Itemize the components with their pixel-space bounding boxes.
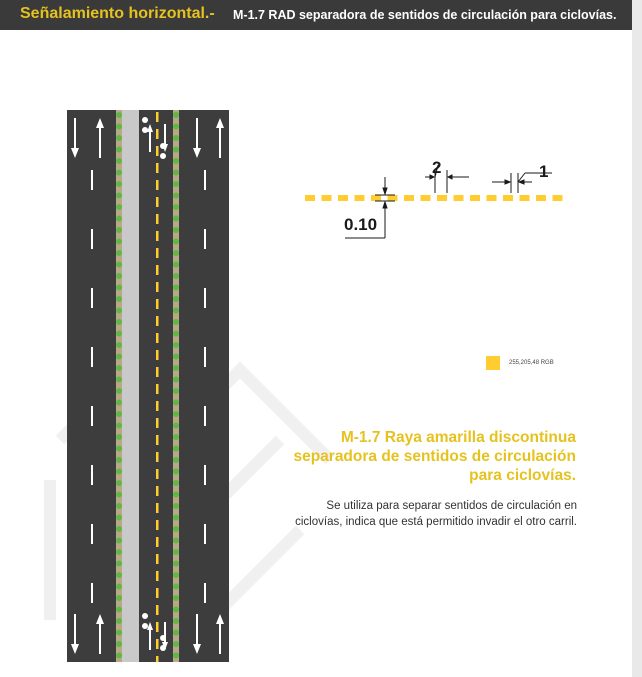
buffer-dot (173, 193, 179, 199)
center-dash (156, 452, 159, 462)
buffer-dot (116, 354, 122, 360)
buffer-dot (116, 561, 122, 567)
buffer-dot (116, 595, 122, 601)
buffer-dot (173, 365, 179, 371)
buffer-dot (116, 457, 122, 463)
dimension-dash (388, 195, 398, 201)
buffer-dot (116, 273, 122, 279)
lane-dash (91, 288, 93, 308)
dimension-dash (503, 195, 513, 201)
center-dash (156, 316, 159, 326)
dimension-dash (454, 195, 464, 201)
buffer-dot (173, 526, 179, 532)
center-dash (156, 656, 159, 662)
buffer-dot (173, 377, 179, 383)
center-dash (156, 248, 159, 258)
buffer-dot (116, 181, 122, 187)
center-dash (156, 537, 159, 547)
buffer-dot (116, 607, 122, 613)
buffer-dot (173, 273, 179, 279)
buffer-dot (116, 469, 122, 475)
buffer-dot (116, 526, 122, 532)
buffer-dot (173, 147, 179, 153)
buffer-dot (116, 515, 122, 521)
buffer-dot (173, 158, 179, 164)
center-dash (156, 333, 159, 343)
buffer-dot (116, 641, 122, 647)
buffer-dot (173, 469, 179, 475)
buffer-dot (116, 285, 122, 291)
buffer-dot (173, 457, 179, 463)
segment-length-label: 2 (432, 158, 442, 177)
buffer-dot (173, 503, 179, 509)
lane-dash (91, 583, 93, 603)
buffer-dot (116, 446, 122, 452)
buffer-dot (116, 653, 122, 659)
buffer-dot (116, 480, 122, 486)
buffer-dot (116, 135, 122, 141)
buffer-dot (116, 319, 122, 325)
center-dash (156, 605, 159, 615)
center-dash (156, 486, 159, 496)
center-dash (156, 367, 159, 377)
dimension-diagram (300, 155, 570, 245)
page-edge-bar (632, 0, 642, 677)
gap-length-label: 1 (539, 162, 549, 181)
center-dash (156, 265, 159, 275)
center-dash (156, 435, 159, 445)
dimension-dash (338, 195, 348, 201)
buffer-dot (173, 319, 179, 325)
buffer-dot (173, 262, 179, 268)
buffer-dot (173, 411, 179, 417)
buffer-dot (116, 262, 122, 268)
center-dash (156, 129, 159, 139)
dimension-dash (437, 195, 447, 201)
buffer-dot (116, 296, 122, 302)
buffer-dot (173, 388, 179, 394)
buffer-dot (116, 239, 122, 245)
buffer-dot (116, 204, 122, 210)
dimension-dash (404, 195, 414, 201)
buffer-dot (116, 400, 122, 406)
buffer-dot (173, 239, 179, 245)
buffer-dot (173, 434, 179, 440)
dimension-dash (470, 195, 480, 201)
buffer-dot (173, 595, 179, 601)
center-dash (156, 418, 159, 428)
dimension-dash (371, 195, 381, 201)
lane-dash (91, 170, 93, 190)
buffer-dot (173, 227, 179, 233)
buffer-dot (116, 170, 122, 176)
buffer-dot (116, 112, 122, 118)
buffer-dot (116, 584, 122, 590)
buffer-dot (116, 365, 122, 371)
header-subtitle: M-1.7 RAD separadora de sentidos de circulación para ciclovías. (233, 8, 617, 22)
buffer-dot (116, 147, 122, 153)
lane-dash (91, 406, 93, 426)
buffer-dot (116, 630, 122, 636)
buffer-dot (173, 216, 179, 222)
buffer-dot (116, 492, 122, 498)
buffer-dot (173, 135, 179, 141)
dimension-dash (536, 195, 546, 201)
buffer-dot (173, 641, 179, 647)
dimension-dash (421, 195, 431, 201)
center-dash (156, 214, 159, 224)
buffer-dot (116, 227, 122, 233)
buffer-dot (116, 342, 122, 348)
buffer-dot (116, 434, 122, 440)
marking-title: M-1.7 Raya amarilla discontinua separadora de sentidos de circulación para ciclovías. (293, 429, 576, 484)
buffer-dot (173, 607, 179, 613)
dimension-dash (553, 195, 563, 201)
buffer-dot (116, 549, 122, 555)
dimension-dash (520, 195, 530, 201)
buffer-dot (116, 250, 122, 256)
buffer-dot (116, 158, 122, 164)
marking-description: Se utiliza para separar sentidos de circulación en ciclovías, indica que está permitido invadir el otro carril. (295, 500, 577, 528)
buffer-dot (116, 308, 122, 314)
center-dash (156, 231, 159, 241)
center-dash (156, 163, 159, 173)
lane-dash (204, 229, 206, 249)
buffer-dot (116, 377, 122, 383)
buffer-dot (116, 388, 122, 394)
buffer-dot (173, 308, 179, 314)
lane-dash (204, 465, 206, 485)
center-dash (156, 197, 159, 207)
buffer-dot (173, 342, 179, 348)
buffer-dot (173, 653, 179, 659)
center-dash (156, 588, 159, 598)
lane-dash (204, 406, 206, 426)
center-dash (156, 180, 159, 190)
center-dash (156, 112, 159, 122)
buffer-dot (116, 423, 122, 429)
center-dash (156, 571, 159, 581)
dimension-dash (305, 195, 315, 201)
lane-dash (91, 524, 93, 544)
buffer-dot (173, 561, 179, 567)
center-dash (156, 146, 159, 156)
buffer-dot (173, 584, 179, 590)
dimension-dash (355, 195, 365, 201)
buffer-dot (173, 630, 179, 636)
buffer-dot (173, 124, 179, 130)
buffer-dot (116, 503, 122, 509)
lane-dash (91, 465, 93, 485)
lane-dash (91, 347, 93, 367)
line-width-label: 0.10 (344, 215, 378, 234)
center-dash (156, 299, 159, 309)
header-bar (0, 0, 632, 30)
buffer-dot (173, 515, 179, 521)
buffer-dot (173, 492, 179, 498)
center-dash (156, 469, 159, 479)
buffer-dot (173, 354, 179, 360)
dimension-dash (322, 195, 332, 201)
buffer-dot (116, 216, 122, 222)
center-dash (156, 384, 159, 394)
bikeway-plan-view (67, 110, 229, 662)
buffer-dot (173, 446, 179, 452)
buffer-dot (173, 538, 179, 544)
buffer-dot (116, 572, 122, 578)
center-dash (156, 554, 159, 564)
lane-dash (204, 347, 206, 367)
buffer-dot (116, 193, 122, 199)
buffer-dot (116, 618, 122, 624)
buffer-dot (173, 549, 179, 555)
center-dash (156, 350, 159, 360)
header-title: Señalamiento horizontal.- (20, 5, 215, 22)
lane-dash (91, 229, 93, 249)
buffer-dot (173, 331, 179, 337)
buffer-dot (116, 331, 122, 337)
buffer-dot (173, 112, 179, 118)
buffer-dot (173, 423, 179, 429)
color-rgb-text: 255,205,48 RGB (509, 360, 554, 366)
buffer-dot (116, 124, 122, 130)
lane-dash (204, 524, 206, 544)
center-dash (156, 282, 159, 292)
buffer-dot (116, 538, 122, 544)
lane-dash (204, 583, 206, 603)
buffer-dot (173, 480, 179, 486)
lane-dash (204, 288, 206, 308)
buffer-dot (173, 285, 179, 291)
center-dash (156, 520, 159, 530)
center-dash (156, 622, 159, 632)
road-drawing (67, 110, 229, 662)
buffer-dot (173, 250, 179, 256)
color-swatch (486, 356, 500, 370)
dimension-dash (487, 195, 497, 201)
buffer-dot (173, 296, 179, 302)
lane-dash (204, 170, 206, 190)
buffer-dot (173, 181, 179, 187)
buffer-dot (173, 572, 179, 578)
buffer-dot (173, 400, 179, 406)
center-dash (156, 639, 159, 649)
buffer-dot (173, 170, 179, 176)
center-dash (156, 503, 159, 513)
buffer-dot (173, 618, 179, 624)
buffer-dot (116, 411, 122, 417)
buffer-dot (173, 204, 179, 210)
center-dash (156, 401, 159, 411)
